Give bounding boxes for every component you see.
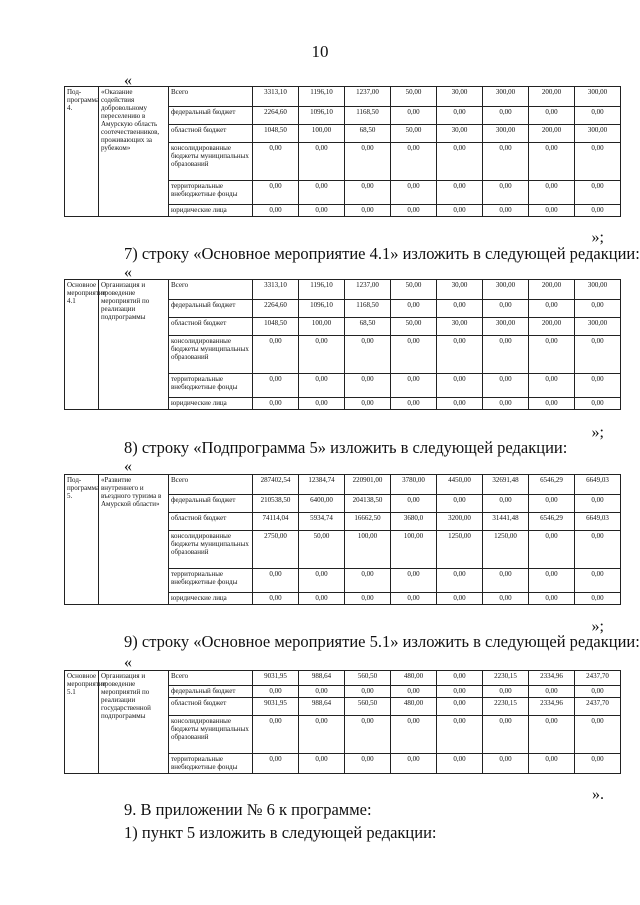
amount-cell: 0,00 [391, 569, 437, 593]
amount-cell: 0,00 [299, 593, 345, 605]
amount-cell: 16662,50 [345, 513, 391, 531]
amount-cell: 68,50 [345, 318, 391, 336]
amount-cell: 0,00 [345, 593, 391, 605]
amount-cell: 300,00 [575, 280, 621, 300]
funding-source-cell: юридические лица [169, 398, 253, 410]
amount-cell: 0,00 [391, 495, 437, 513]
amount-cell: 1196,10 [299, 87, 345, 107]
funding-source-cell: федеральный бюджет [169, 300, 253, 318]
program-name-cell: «Развитие внутреннего и въездного туризма в Амурской области» [99, 475, 169, 605]
amount-cell: 0,00 [299, 143, 345, 181]
amount-cell: 0,00 [391, 754, 437, 774]
amount-cell: 0,00 [437, 698, 483, 716]
amount-cell: 0,00 [575, 716, 621, 754]
amount-cell: 0,00 [483, 205, 529, 217]
amount-cell: 0,00 [345, 398, 391, 410]
amount-cell: 0,00 [391, 300, 437, 318]
amount-cell: 0,00 [575, 181, 621, 205]
amount-cell: 0,00 [529, 593, 575, 605]
amount-cell: 74114,04 [253, 513, 299, 531]
amount-cell: 100,00 [299, 125, 345, 143]
amount-cell: 0,00 [483, 716, 529, 754]
amount-cell: 0,00 [529, 569, 575, 593]
table-subprogram-4 [64, 86, 621, 217]
amount-cell: 0,00 [575, 300, 621, 318]
amount-cell: 0,00 [575, 686, 621, 698]
amount-cell: 0,00 [345, 716, 391, 754]
open-quote: « [124, 458, 132, 475]
funding-source-cell: юридические лица [169, 593, 253, 605]
amount-cell: 220901,00 [345, 475, 391, 495]
amount-cell: 50,00 [299, 531, 345, 569]
funding-source-cell: областной бюджет [169, 698, 253, 716]
table-activity-5-1 [64, 670, 621, 774]
amount-cell: 0,00 [483, 593, 529, 605]
amount-cell: 0,00 [483, 398, 529, 410]
funding-source-cell: территориальные внебюджетные фонды [169, 181, 253, 205]
program-code-cell: Под-программа 4. [65, 87, 99, 217]
amount-cell: 300,00 [575, 87, 621, 107]
amount-cell: 0,00 [437, 754, 483, 774]
amount-cell: 0,00 [437, 593, 483, 605]
amount-cell: 1096,10 [299, 300, 345, 318]
amount-cell: 6546,29 [529, 475, 575, 495]
table-activity-4-1 [64, 279, 621, 410]
amount-cell: 0,00 [391, 205, 437, 217]
amount-cell: 200,00 [529, 280, 575, 300]
amount-cell: 0,00 [345, 754, 391, 774]
amount-cell: 0,00 [299, 336, 345, 374]
funding-source-cell: областной бюджет [169, 125, 253, 143]
amount-cell: 0,00 [437, 686, 483, 698]
amount-cell: 30,00 [437, 87, 483, 107]
funding-source-cell: федеральный бюджет [169, 107, 253, 125]
amount-cell: 0,00 [253, 686, 299, 698]
amount-cell: 50,00 [391, 125, 437, 143]
amount-cell: 3313,10 [253, 87, 299, 107]
amount-cell: 0,00 [253, 336, 299, 374]
table-row [65, 280, 621, 300]
amount-cell: 988,64 [299, 671, 345, 686]
table-row [65, 671, 621, 686]
amount-cell: 0,00 [483, 107, 529, 125]
funding-source-cell: федеральный бюджет [169, 686, 253, 698]
amount-cell: 0,00 [345, 686, 391, 698]
amount-cell: 210538,50 [253, 495, 299, 513]
amount-cell: 100,00 [299, 318, 345, 336]
amount-cell: 0,00 [575, 569, 621, 593]
amount-cell: 0,00 [253, 374, 299, 398]
open-quote: « [124, 264, 132, 281]
amount-cell: 12384,74 [299, 475, 345, 495]
amount-cell: 6546,29 [529, 513, 575, 531]
close-quote: ». [592, 786, 604, 803]
amount-cell: 0,00 [299, 374, 345, 398]
amount-cell: 480,00 [391, 671, 437, 686]
amount-cell: 0,00 [391, 107, 437, 125]
amount-cell: 0,00 [437, 181, 483, 205]
amount-cell: 0,00 [575, 531, 621, 569]
paragraph-9-main: 9. В приложении № 6 к программе: [124, 800, 372, 819]
amount-cell: 0,00 [299, 686, 345, 698]
amount-cell: 6649,03 [575, 475, 621, 495]
amount-cell: 0,00 [529, 686, 575, 698]
table-row [65, 87, 621, 107]
funding-source-cell: консолидированные бюджеты муниципальных образований [169, 531, 253, 569]
funding-source-cell: территориальные внебюджетные фонды [169, 569, 253, 593]
amount-cell: 0,00 [299, 398, 345, 410]
amount-cell: 0,00 [391, 593, 437, 605]
amount-cell: 0,00 [529, 754, 575, 774]
amount-cell: 68,50 [345, 125, 391, 143]
amount-cell: 2750,00 [253, 531, 299, 569]
funding-source-cell: Всего [169, 87, 253, 107]
amount-cell: 0,00 [529, 107, 575, 125]
amount-cell: 0,00 [437, 495, 483, 513]
table-subprogram-5 [64, 474, 621, 605]
amount-cell: 0,00 [529, 374, 575, 398]
paragraph-9: 9) строку «Основное мероприятие 5.1» изложить в следующей редакции: [124, 632, 640, 651]
amount-cell: 0,00 [253, 143, 299, 181]
close-quote: »; [591, 229, 604, 246]
amount-cell: 0,00 [575, 143, 621, 181]
program-name-cell: Организация и проведение мероприятий по реализации государственной подпрограммы [99, 671, 169, 774]
amount-cell: 0,00 [437, 569, 483, 593]
amount-cell: 2334,96 [529, 671, 575, 686]
amount-cell: 2264,60 [253, 107, 299, 125]
amount-cell: 300,00 [483, 87, 529, 107]
amount-cell: 0,00 [345, 205, 391, 217]
paragraph-7: 7) строку «Основное мероприятие 4.1» изложить в следующей редакции: [124, 244, 640, 263]
amount-cell: 30,00 [437, 318, 483, 336]
amount-cell: 0,00 [391, 336, 437, 374]
amount-cell: 31441,48 [483, 513, 529, 531]
amount-cell: 0,00 [529, 398, 575, 410]
amount-cell: 200,00 [529, 87, 575, 107]
amount-cell: 300,00 [483, 280, 529, 300]
open-quote: « [124, 654, 132, 671]
amount-cell: 200,00 [529, 318, 575, 336]
funding-source-cell: консолидированные бюджеты муниципальных образований [169, 336, 253, 374]
amount-cell: 1096,10 [299, 107, 345, 125]
amount-cell: 200,00 [529, 125, 575, 143]
amount-cell: 1250,00 [483, 531, 529, 569]
amount-cell: 0,00 [575, 398, 621, 410]
amount-cell: 2264,60 [253, 300, 299, 318]
amount-cell: 0,00 [437, 300, 483, 318]
amount-cell: 0,00 [391, 143, 437, 181]
program-name-cell: Организация и проведение мероприятий по реализации подпрограммы [99, 280, 169, 410]
amount-cell: 3680,0 [391, 513, 437, 531]
funding-source-cell: Всего [169, 671, 253, 686]
amount-cell: 0,00 [529, 495, 575, 513]
amount-cell: 0,00 [483, 300, 529, 318]
amount-cell: 0,00 [529, 300, 575, 318]
amount-cell: 0,00 [437, 716, 483, 754]
amount-cell: 1168,50 [345, 107, 391, 125]
amount-cell: 100,00 [391, 531, 437, 569]
amount-cell: 300,00 [575, 125, 621, 143]
amount-cell: 9031,95 [253, 671, 299, 686]
amount-cell: 0,00 [483, 143, 529, 181]
amount-cell: 0,00 [345, 569, 391, 593]
amount-cell: 50,00 [391, 280, 437, 300]
amount-cell: 0,00 [437, 671, 483, 686]
amount-cell: 1237,00 [345, 87, 391, 107]
amount-cell: 0,00 [299, 181, 345, 205]
funding-source-cell: юридические лица [169, 205, 253, 217]
funding-source-cell: областной бюджет [169, 318, 253, 336]
amount-cell: 0,00 [575, 495, 621, 513]
amount-cell: 0,00 [253, 205, 299, 217]
funding-source-cell: территориальные внебюджетные фонды [169, 374, 253, 398]
amount-cell: 0,00 [483, 754, 529, 774]
amount-cell: 0,00 [575, 593, 621, 605]
amount-cell: 0,00 [575, 754, 621, 774]
amount-cell: 0,00 [437, 205, 483, 217]
amount-cell: 2230,15 [483, 671, 529, 686]
funding-source-cell: областной бюджет [169, 513, 253, 531]
amount-cell: 0,00 [483, 569, 529, 593]
amount-cell: 30,00 [437, 125, 483, 143]
program-code-cell: Основное мероприятие 4.1 [65, 280, 99, 410]
amount-cell: 0,00 [529, 531, 575, 569]
amount-cell: 0,00 [529, 716, 575, 754]
paragraph-1: 1) пункт 5 изложить в следующей редакции: [124, 823, 437, 842]
amount-cell: 0,00 [253, 593, 299, 605]
funding-source-cell: территориальные внебюджетные фонды [169, 754, 253, 774]
amount-cell: 5934,74 [299, 513, 345, 531]
funding-source-cell: консолидированные бюджеты муниципальных образований [169, 716, 253, 754]
amount-cell: 480,00 [391, 698, 437, 716]
amount-cell: 0,00 [391, 374, 437, 398]
amount-cell: 0,00 [345, 336, 391, 374]
amount-cell: 0,00 [575, 107, 621, 125]
amount-cell: 0,00 [575, 205, 621, 217]
amount-cell: 2230,15 [483, 698, 529, 716]
amount-cell: 0,00 [483, 336, 529, 374]
amount-cell: 0,00 [483, 374, 529, 398]
amount-cell: 100,00 [345, 531, 391, 569]
program-name-cell: «Оказание содействия добровольному переселению в Амурскую область соотечественников, проживающих за рубежом» [99, 87, 169, 217]
amount-cell: 1168,50 [345, 300, 391, 318]
amount-cell: 3780,00 [391, 475, 437, 495]
amount-cell: 0,00 [483, 181, 529, 205]
amount-cell: 0,00 [437, 107, 483, 125]
close-quote: »; [591, 618, 604, 635]
amount-cell: 0,00 [483, 495, 529, 513]
amount-cell: 560,50 [345, 671, 391, 686]
amount-cell: 0,00 [299, 569, 345, 593]
amount-cell: 6400,00 [299, 495, 345, 513]
funding-source-cell: федеральный бюджет [169, 495, 253, 513]
amount-cell: 0,00 [529, 336, 575, 374]
close-quote: »; [591, 424, 604, 441]
amount-cell: 0,00 [483, 686, 529, 698]
amount-cell: 2437,70 [575, 698, 621, 716]
amount-cell: 1196,10 [299, 280, 345, 300]
program-code-cell: Под-программа 5. [65, 475, 99, 605]
amount-cell: 300,00 [483, 318, 529, 336]
amount-cell: 0,00 [345, 143, 391, 181]
amount-cell: 0,00 [299, 716, 345, 754]
table-row [65, 475, 621, 495]
amount-cell: 0,00 [299, 754, 345, 774]
amount-cell: 9031,95 [253, 698, 299, 716]
amount-cell: 0,00 [253, 181, 299, 205]
amount-cell: 1250,00 [437, 531, 483, 569]
paragraph-8: 8) строку «Подпрограмма 5» изложить в следующей редакции: [124, 438, 568, 457]
amount-cell: 1237,00 [345, 280, 391, 300]
amount-cell: 4450,00 [437, 475, 483, 495]
amount-cell: 0,00 [529, 143, 575, 181]
page-number: 10 [311, 42, 329, 61]
program-code-cell: Основное мероприятие 5.1 [65, 671, 99, 774]
amount-cell: 0,00 [391, 686, 437, 698]
amount-cell: 0,00 [437, 374, 483, 398]
amount-cell: 50,00 [391, 318, 437, 336]
amount-cell: 0,00 [345, 374, 391, 398]
amount-cell: 0,00 [437, 143, 483, 181]
amount-cell: 0,00 [391, 716, 437, 754]
amount-cell: 560,50 [345, 698, 391, 716]
amount-cell: 1048,50 [253, 318, 299, 336]
amount-cell: 0,00 [253, 569, 299, 593]
amount-cell: 0,00 [299, 205, 345, 217]
amount-cell: 0,00 [575, 336, 621, 374]
amount-cell: 0,00 [253, 754, 299, 774]
amount-cell: 0,00 [575, 374, 621, 398]
amount-cell: 32691,48 [483, 475, 529, 495]
amount-cell: 287402,54 [253, 475, 299, 495]
amount-cell: 2437,70 [575, 671, 621, 686]
amount-cell: 0,00 [529, 181, 575, 205]
funding-source-cell: Всего [169, 280, 253, 300]
amount-cell: 3313,10 [253, 280, 299, 300]
funding-source-cell: консолидированные бюджеты муниципальных образований [169, 143, 253, 181]
amount-cell: 0,00 [529, 205, 575, 217]
amount-cell: 3200,00 [437, 513, 483, 531]
amount-cell: 6649,03 [575, 513, 621, 531]
amount-cell: 0,00 [253, 716, 299, 754]
amount-cell: 1048,50 [253, 125, 299, 143]
amount-cell: 50,00 [391, 87, 437, 107]
amount-cell: 204138,50 [345, 495, 391, 513]
amount-cell: 0,00 [391, 181, 437, 205]
amount-cell: 0,00 [391, 398, 437, 410]
amount-cell: 30,00 [437, 280, 483, 300]
amount-cell: 0,00 [437, 398, 483, 410]
amount-cell: 988,64 [299, 698, 345, 716]
amount-cell: 300,00 [575, 318, 621, 336]
open-quote: « [124, 72, 132, 89]
funding-source-cell: Всего [169, 475, 253, 495]
amount-cell: 0,00 [437, 336, 483, 374]
amount-cell: 2334,96 [529, 698, 575, 716]
amount-cell: 0,00 [345, 181, 391, 205]
amount-cell: 300,00 [483, 125, 529, 143]
amount-cell: 0,00 [253, 398, 299, 410]
